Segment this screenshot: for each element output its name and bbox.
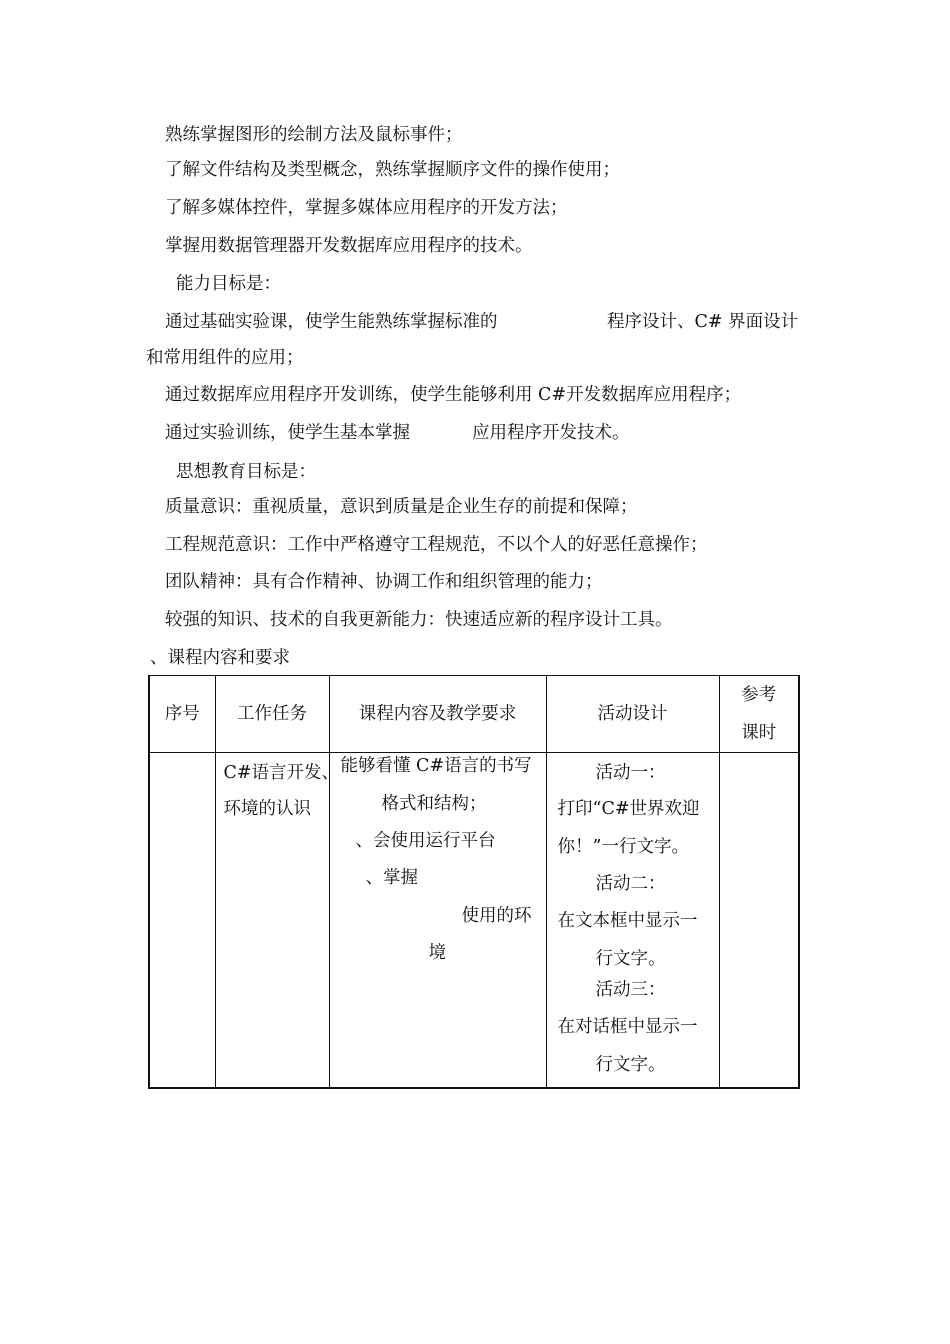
header-seq: 序号 — [149, 676, 215, 753]
header-hours-line2: 课时 — [741, 723, 777, 743]
paragraph-ability-3-part1: 通过实验训练，使学生基本掌握 — [165, 423, 410, 443]
activity-line: 行文字。 — [595, 949, 666, 969]
activity-line: 在文本框中显示一 — [557, 911, 698, 931]
paragraph-team: 团队精神：具有合作精神、协调工作和组织管理的能力； — [165, 572, 603, 592]
cell-content — [329, 753, 546, 1089]
course-table — [148, 675, 800, 1089]
cell-hours — [719, 753, 799, 1089]
activity-line: 你！”一行文字。 — [557, 837, 689, 857]
header-hours-line1: 参考 — [741, 685, 777, 705]
paragraph-graphics: 熟练掌握图形的绘制方法及鼠标事件； — [165, 125, 463, 145]
cell-seq — [149, 753, 215, 1089]
activity-line: 活动一： — [595, 763, 666, 783]
content-line: 使用的环 — [461, 906, 532, 926]
content-line: 格式和结构； — [381, 794, 487, 814]
paragraph-database: 掌握用数据管理器开发数据库应用程序的技术。 — [165, 236, 533, 256]
paragraph-files: 了解文件结构及类型概念，熟练掌握顺序文件的操作使用； — [165, 160, 620, 180]
paragraph-ability-1-continued: 和常用组件的应用； — [146, 348, 304, 368]
paragraph-ability-1-part1: 通过基础实验课，使学生能熟练掌握标准的 — [165, 312, 498, 332]
content-line: 、掌握 — [365, 868, 418, 888]
table-row — [149, 753, 799, 1089]
paragraph-ability-1-part2: 程序设计、C# 界面设计 — [607, 312, 799, 332]
ideology-heading: 思想教育目标是： — [176, 462, 316, 482]
activity-line: 打印“C#世界欢迎 — [557, 799, 700, 819]
header-hours — [719, 676, 799, 753]
activity-line: 活动三： — [595, 980, 666, 1000]
cell-activity — [546, 753, 719, 1089]
header-activity: 活动设计 — [546, 676, 719, 753]
table-header-row — [149, 676, 799, 753]
paragraph-multimedia: 了解多媒体控件，掌握多媒体应用程序的开发方法； — [165, 198, 568, 218]
header-content: 课程内容及教学要求 — [329, 676, 546, 753]
content-line: 境 — [428, 943, 446, 963]
paragraph-self-update: 较强的知识、技术的自我更新能力：快速适应新的程序设计工具。 — [165, 610, 673, 630]
activity-line: 在对话框中显示一 — [557, 1017, 698, 1037]
header-task: 工作任务 — [215, 676, 329, 753]
section-heading: 、课程内容和要求 — [150, 648, 290, 668]
activity-line: 行文字。 — [595, 1055, 666, 1075]
paragraph-engineering: 工程规范意识：工作中严格遵守工程规范，不以个人的好恶任意操作； — [165, 535, 708, 555]
paragraph-ability-2: 通过数据库应用程序开发训练，使学生能够利用 C#开发数据库应用程序； — [165, 385, 742, 405]
ability-heading: 能力目标是： — [176, 274, 281, 294]
content-line: 能够看懂 C#语言的书写 — [340, 756, 532, 776]
content-line: 、会使用运行平台 — [355, 831, 496, 851]
paragraph-ability-3-part2: 应用程序开发技术。 — [472, 423, 630, 443]
cell-task — [215, 753, 340, 1089]
task-line: 环境的认识 — [223, 799, 311, 819]
paragraph-quality: 质量意识：重视质量，意识到质量是企业生存的前提和保障； — [165, 497, 638, 517]
activity-line: 活动二： — [595, 874, 666, 894]
task-line: C#语言开发、 — [223, 763, 340, 783]
